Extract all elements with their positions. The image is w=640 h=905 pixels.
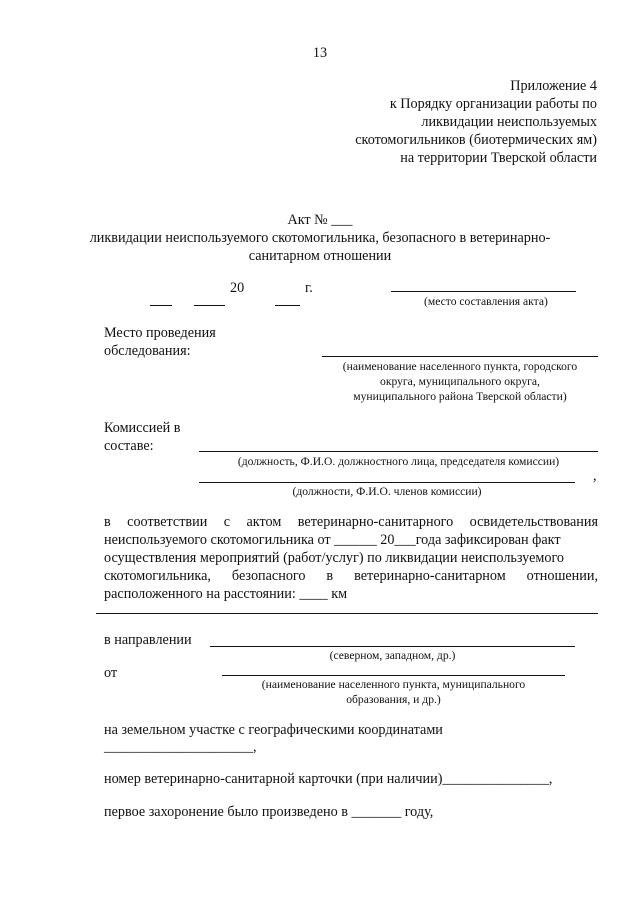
coordinates-label: на земельном участке с географическими координатами [104,722,443,738]
inspection-caption-line-2: округа, муниципального округа, [380,375,540,388]
commission-comma: , [593,468,597,484]
body-text-line-4: скотомогильника, безопасного в ветеринарно-санитарном отношении, [104,568,598,584]
from-caption-line-1: (наименование населенного пункта, муниципального [261,678,526,691]
commission-label-line-2: составе: [104,438,154,454]
appendix-line-5: на территории Тверской области [400,150,597,166]
coordinates-blank: _____________________, [104,739,257,755]
commission-chair-caption: (должность, Ф.И.О. должностного лица, председателя комиссии) [237,455,560,468]
card-number-label: номер ветеринарно-санитарной карточки (при наличии)_______________, [104,771,553,787]
inspection-caption-line-1: (наименование населенного пункта, городского [342,360,578,373]
inspection-caption-line-3: муниципального района Тверской области) [353,390,567,403]
date-year-suffix: г. [305,280,313,296]
act-subtitle-line-1: ликвидации неиспользуемого скотомогильника, безопасного в ветеринарно- [89,230,551,246]
from-label: от [104,665,118,681]
body-text-line-2: неиспользуемого скотомогильника от ______ 20___года зафиксирован факт [104,532,561,548]
from-blank [222,675,565,676]
inspection-label-line-2: обследования: [104,343,191,359]
date-month-blank [194,305,225,306]
direction-caption: (северном, западном, др.) [329,649,456,662]
commission-label-line-1: Комиссией в [104,420,181,436]
inspection-label-line-1: Место проведения [104,325,216,341]
commission-chair-blank [199,451,598,452]
commission-members-caption: (должности, Ф.И.О. членов комиссии) [292,485,482,498]
body-text-line-3: осуществления мероприятий (работ/услуг) по ликвидации неиспользуемого [104,550,565,566]
commission-members-blank [199,482,575,483]
direction-label: в направлении [104,632,192,648]
act-title: Акт № ___ [287,212,353,228]
date-year-blank [275,305,300,306]
body-text-line-1: в соответствии с актом ветеринарно-санитарного освидетельствования [104,514,598,530]
first-burial-label: первое захоронение было произведено в _______ году, [104,804,434,820]
place-blank [391,291,576,292]
date-year-prefix: 20 [230,280,245,296]
appendix-line-2: к Порядку организации работы по [389,96,597,112]
appendix-line-3: ликвидации неиспользуемых [421,114,597,130]
page-number: 13 [312,45,328,61]
body-text-line-5: расположенного на расстоянии: ____ км [104,586,348,602]
distance-full-line [96,613,598,614]
inspection-blank [322,356,598,357]
from-caption-line-2: образования, и др.) [346,693,441,706]
place-caption: (место составления акта) [424,295,548,308]
appendix-line-1: Приложение 4 [510,78,597,94]
direction-blank [210,646,575,647]
act-subtitle-line-2: санитарном отношении [248,248,392,264]
appendix-line-4: скотомогильников (биотермических ям) [355,132,597,148]
date-day-blank [150,305,172,306]
